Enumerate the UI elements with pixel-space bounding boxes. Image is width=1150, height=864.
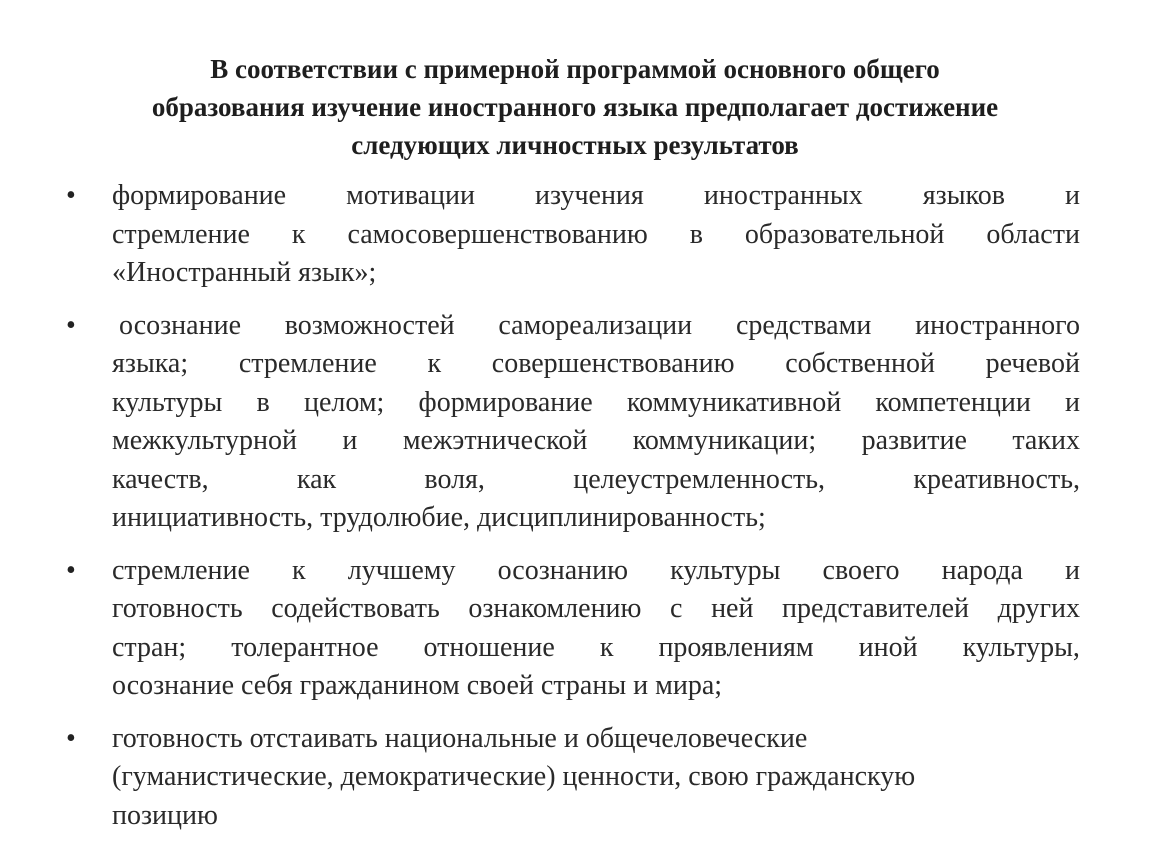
list-item <box>0 552 1150 706</box>
text-line: межкультурной и межэтнической коммуникации; развитие таких <box>112 425 1080 456</box>
text-line: «Иностранный язык»; <box>112 257 377 288</box>
bullet-icon: • <box>66 309 76 341</box>
list-item <box>0 307 1150 538</box>
text-line: (гуманистические, демократические) ценности, свою гражданскую <box>112 761 916 792</box>
text-line: культуры в целом; формирование коммуникативной компетенции и <box>112 386 1080 418</box>
list-item-text <box>112 177 1080 293</box>
list-item-text <box>112 552 1080 706</box>
list-item-text <box>112 307 1080 538</box>
list-item-text <box>112 720 1080 836</box>
text-line: готовность отстаивать национальные и общечеловеческие <box>112 722 808 754</box>
bullet-icon: • <box>66 180 76 211</box>
results-list <box>0 177 1150 849</box>
text-line: инициативность, трудолюбие, дисциплинированность; <box>112 502 766 533</box>
slide-title <box>60 50 1090 164</box>
text-line: готовность содействовать ознакомлению с ней представителей других <box>112 593 1080 624</box>
text-line: позицию <box>112 799 218 831</box>
text-line: языка; стремление к совершенствованию собственной речевой <box>112 348 1080 379</box>
text-line: стремление к лучшему осознанию культуры своего народа и <box>112 554 1080 586</box>
bullet-icon: • <box>66 722 76 754</box>
slide-title-line: В соответствии с примерной программой основного общего <box>210 54 940 84</box>
bullet-icon: • <box>66 554 76 586</box>
text-line: стран; толерантное отношение к проявлениям иной культуры, <box>112 631 1080 663</box>
list-item <box>0 177 1150 293</box>
text-line: качеств, как воля, целеустремленность, креативность, <box>112 463 1080 495</box>
text-line: осознание возможностей самореализации средствами иностранного <box>112 309 1080 341</box>
list-item <box>0 720 1150 836</box>
text-line: осознание себя гражданином своей страны и мира; <box>112 670 723 701</box>
text-line: формирование мотивации изучения иностранных языков и <box>112 180 1080 211</box>
text-line: стремление к самосовершенствованию в образовательной области <box>112 218 1080 250</box>
slide-title-line: образования изучение иностранного языка предполагает достижение <box>151 92 999 122</box>
slide-title-line: следующих личностных результатов <box>351 130 799 160</box>
